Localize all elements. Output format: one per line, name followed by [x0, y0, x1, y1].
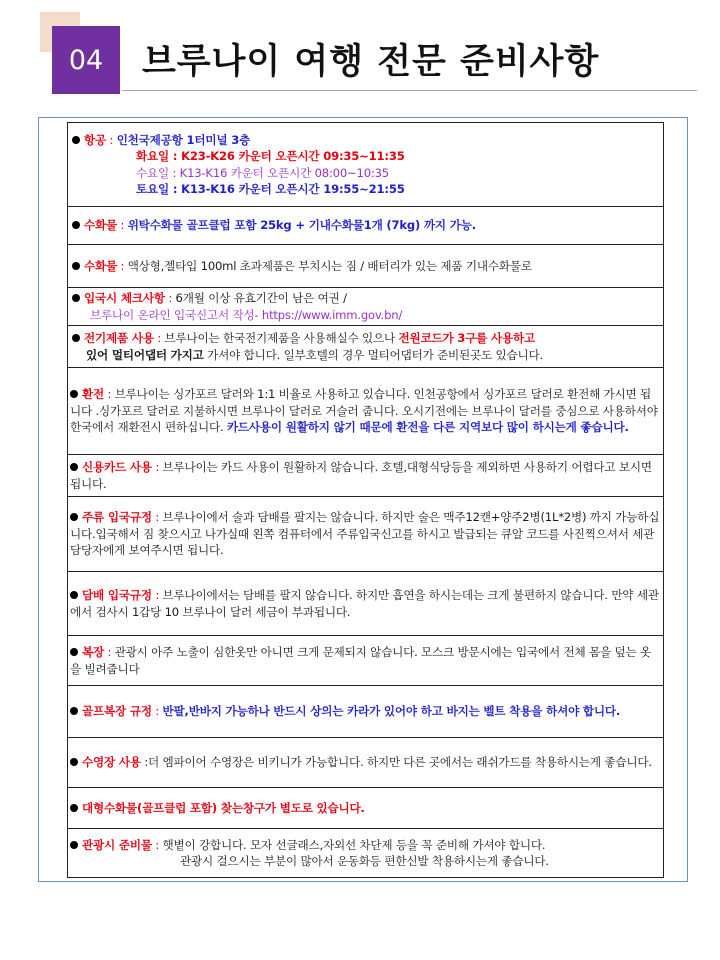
row-text-line2: 관광시 걸으시는 부분이 많아서 운동화등 편한신발 착용하시는게 좋습니다.	[180, 854, 549, 868]
bullet-icon	[70, 513, 78, 521]
schedule-wednesday: 수요일 : K13-K16 카운터 오픈시간 08:00~10:35	[136, 165, 389, 180]
table-row-airline: 항공 : 인천국제공항 1터미널 3층 화요일 : K23-K26 카운터 오픈시간 09:35~11:35 수요일 : K13-K16 카운터 오픈시간 08:00~10:35 토요일 : K13-K16 카운터 오픈시간 19:55~21:55	[68, 123, 664, 207]
row-text: 반팔,반바지 가능하나 반드시 상의는 카라가 있어야 하고 바지는 벨트 착용을 하셔야 합니다.	[162, 704, 621, 719]
row-label: 관광시 준비물	[82, 837, 152, 852]
table-row-pool: 수영장 사용 :더 엠파이어 수영장은 비키니가 가능합니다. 하지만 다른 곳에서는 래쉬가드를 착용하시는게 좋습니다.	[68, 738, 664, 788]
row-label: 입국시 체크사항	[84, 291, 165, 305]
table-row-electronics: 전기제품 사용 : 브루나이는 한국전기제품을 사용해실수 있으나 전원코드가 3구를 사용하고 있어 멀티어댑터 가지고 가셔야 합니다. 일부호텔의 경우 멀티어댑터가 준비된곳도 있습니다.	[68, 326, 664, 368]
bullet-icon	[70, 463, 78, 471]
row-label: 수영장 사용	[82, 755, 141, 770]
row-text: 브루나이는 카드 사용이 원활하지 않습니다. 호텔,대형식당등을 제외하면 사용하기 어렵다고 보시면 됩니다.	[70, 460, 652, 491]
page-title: 브루나이 여행 전문 준비사항	[142, 42, 600, 82]
bullet-icon	[70, 758, 78, 766]
bullet-icon	[72, 262, 80, 270]
table-row-credit-card: 신용카드 사용 : 브루나이는 카드 사용이 원활하지 않습니다. 호텔,대형식당등을 제외하면 사용하기 어렵다고 보시면 됩니다.	[68, 455, 664, 497]
table-row-oversized-baggage	[68, 788, 664, 829]
bullet-icon	[70, 648, 78, 656]
row-label: 주류 입국규정	[82, 510, 152, 525]
row-label: 복장	[82, 645, 104, 659]
entry-form-link[interactable]: 브루나이 온라인 입국신고서 작성- https://www.imm.gov.bn/	[90, 307, 403, 322]
schedule-tuesday: 화요일 : K23-K26 카운터 오픈시간 09:35~11:35	[136, 149, 405, 163]
section-number-badge	[52, 26, 120, 94]
table-row-carry-on: 수화물 : 액상형,젤타입 100ml 초과제품은 부치시는 짐 / 배터리가 있는 제품 기내수화물로	[68, 245, 664, 288]
table-row-entry-check: 입국시 체크사항 : 6개월 이상 유효기간이 남은 여권 / 브루나이 온라인 입국신고서 작성- https://www.imm.gov.bn/	[68, 288, 664, 326]
travel-info-table	[67, 122, 664, 878]
row-text: 위탁수화물 골프클럽 포함 25kg + 기내수화물1개 (7kg) 까지 가능.	[127, 218, 476, 233]
row-label: 담배 입국규정	[82, 588, 152, 602]
row-label: 신용카드 사용	[82, 460, 152, 474]
row-text: 액상형,젤타입 100ml 초과제품은 부치시는 짐 / 배터리가 있는 제품 기내수화물로	[127, 258, 532, 273]
section-number: 04	[68, 44, 104, 76]
row-text: 브루나이에서 술과 담배를 팔지는 않습니다. 하지만 술은 맥주12캔+양주2병(1L*2병) 까지 가능하십니다.입국해서 짐 찾으시고 나가실때 왼쪽 컴퓨터에서 주류입국신고를 하시고 발급되는 큐알 코드를 사진찍으셔서 세관담당자에게 보여주시면 됩니다.	[70, 510, 660, 558]
row-label: 전기제품 사용	[84, 331, 154, 345]
row-text: 브루나이는 한국전기제품을 사용해실수 있으나	[164, 331, 399, 345]
plug-note: 전원코드가 3구를 사용하고	[398, 331, 536, 345]
row-text: 더 엠파이어 수영장은 비키니가 가능합니다. 하지만 다른 곳에서는 래쉬가드를 착용하시는게 좋습니다.	[148, 755, 652, 770]
bullet-icon	[70, 707, 78, 715]
row-text: 관광시 아주 노출이 심한옷만 아니면 크게 문제되지 않습니다. 모스크 방문시에는 입국에서 전체 몸을 덮는 옷을 빌려줍니다	[70, 645, 651, 676]
row-text: 햇볕이 강합니다. 모자 선글래스,자외선 차단제 등을 꼭 준비해 가셔야 합니다.	[162, 837, 546, 852]
row-label: 수화물	[84, 258, 117, 273]
table-row-tobacco: 담배 입국규정 : 브루나이에서는 담배를 팔지 않습니다. 하지만 흡연을 하시는데는 크게 불편하지 않습니다. 만약 세관에서 검사시 1갑당 10 브루나이 달러 세금이 부과됩니다.	[68, 572, 664, 636]
table-row-dress: 복장 : 관광시 아주 노출이 심한옷만 아니면 크게 문제되지 않습니다. 모스크 방문시에는 입국에서 전체 몸을 덮는 옷을 빌려줍니다	[68, 636, 664, 686]
row-label: 대형수화물(골프클럽 포함) 찾는창구가 별도로 있습니다.	[82, 800, 365, 815]
row-label: 수화물	[84, 218, 117, 233]
table-row-alcohol: 주류 입국규정 : 브루나이에서 술과 담배를 팔지는 않습니다. 하지만 술은 맥주12캔+양주2병(1L*2병) 까지 가능하십니다.입국해서 짐 찾으시고 나가실때 왼쪽 컴퓨터에서 주류입국신고를 하시고 발급되는 큐알 코드를 사진찍으셔서 세관담당자에게 보여주시면 됩니다.	[68, 497, 664, 572]
row-label: 항공	[84, 132, 106, 147]
table-row-currency: 환전 : 브루나이는 싱가포르 달러와 1:1 비율로 사용하고 있습니다. 인천공항에서 싱가포르 달러로 환전해 가시면 됩니다 .싱가포르 달러로 지불하시면 브루나이 달러로 거슬러 줍니다. 오시기전에는 브루나이 달러를 중심으로 사용하셔야 한국에서 재환전시 편하십니다. 카드사용이 원활하지 않기 때문에 환전을 다른 지역보다 많이 하시는게 좋습니다.	[68, 368, 664, 455]
airport-location: 인천국제공항 1터미널 3층	[116, 132, 251, 147]
bullet-icon	[72, 334, 80, 342]
bullet-icon	[72, 136, 80, 144]
bullet-icon	[70, 804, 78, 812]
row-text: 6개월 이상 유효기간이 남은 여권 /	[175, 291, 347, 305]
bullet-icon	[70, 390, 78, 398]
bullet-icon	[70, 841, 78, 849]
row-text: 브루나이는 싱가포르 달러와 1:1 비율로 사용하고 있습니다. 인천공항에서 싱가포르 달러로 환전해 가시면 됩니다 .싱가포르 달러로 지불하시면 브루나이 달러로 거슬러 줍니다. 오시기전에는 브루나이 달러를 중심으로 사용하셔야 한국에서 재환전시 편하십니다.	[70, 387, 658, 435]
row-label: 환전	[82, 387, 104, 402]
bullet-icon	[72, 294, 80, 302]
title-divider	[122, 90, 697, 91]
row-text: 브루나이에서는 담배를 팔지 않습니다. 하지만 흡연을 하시는데는 크게 불편하지 않습니다. 만약 세관에서 검사시 1갑당 10 브루나이 달러 세금이 부과됩니다.	[70, 588, 659, 619]
table-row-sightseeing-items: 관광시 준비물 : 햇볕이 강합니다. 모자 선글래스,자외선 차단제 등을 꼭 준비해 가셔야 합니다. 관광시 걸으시는 부분이 많아서 운동화등 편한신발 착용하시는게 좋습니다.	[68, 829, 664, 878]
bullet-icon	[72, 221, 80, 229]
table-row-checked-baggage: 수화물 : 위탁수화물 골프클럽 포함 25kg + 기내수화물1개 (7kg) 까지 가능.	[68, 207, 664, 245]
adapter-note: 있어 멀티어댑터 가지고	[86, 347, 204, 362]
currency-advice: 카드사용이 원활하지 않기 때문에 환전을 다른 지역보다 많이 하시는게 좋습니다.	[226, 420, 629, 435]
table-row-golf-dress: 골프복장 규정 : 반팔,반바지 가능하나 반드시 상의는 카라가 있어야 하고 바지는 벨트 착용을 하셔야 합니다.	[68, 686, 664, 738]
bullet-icon	[70, 591, 78, 599]
schedule-saturday: 토요일 : K13-K16 카운터 오픈시간 19:55~21:55	[136, 182, 405, 196]
row-label: 골프복장 규정	[82, 704, 152, 719]
